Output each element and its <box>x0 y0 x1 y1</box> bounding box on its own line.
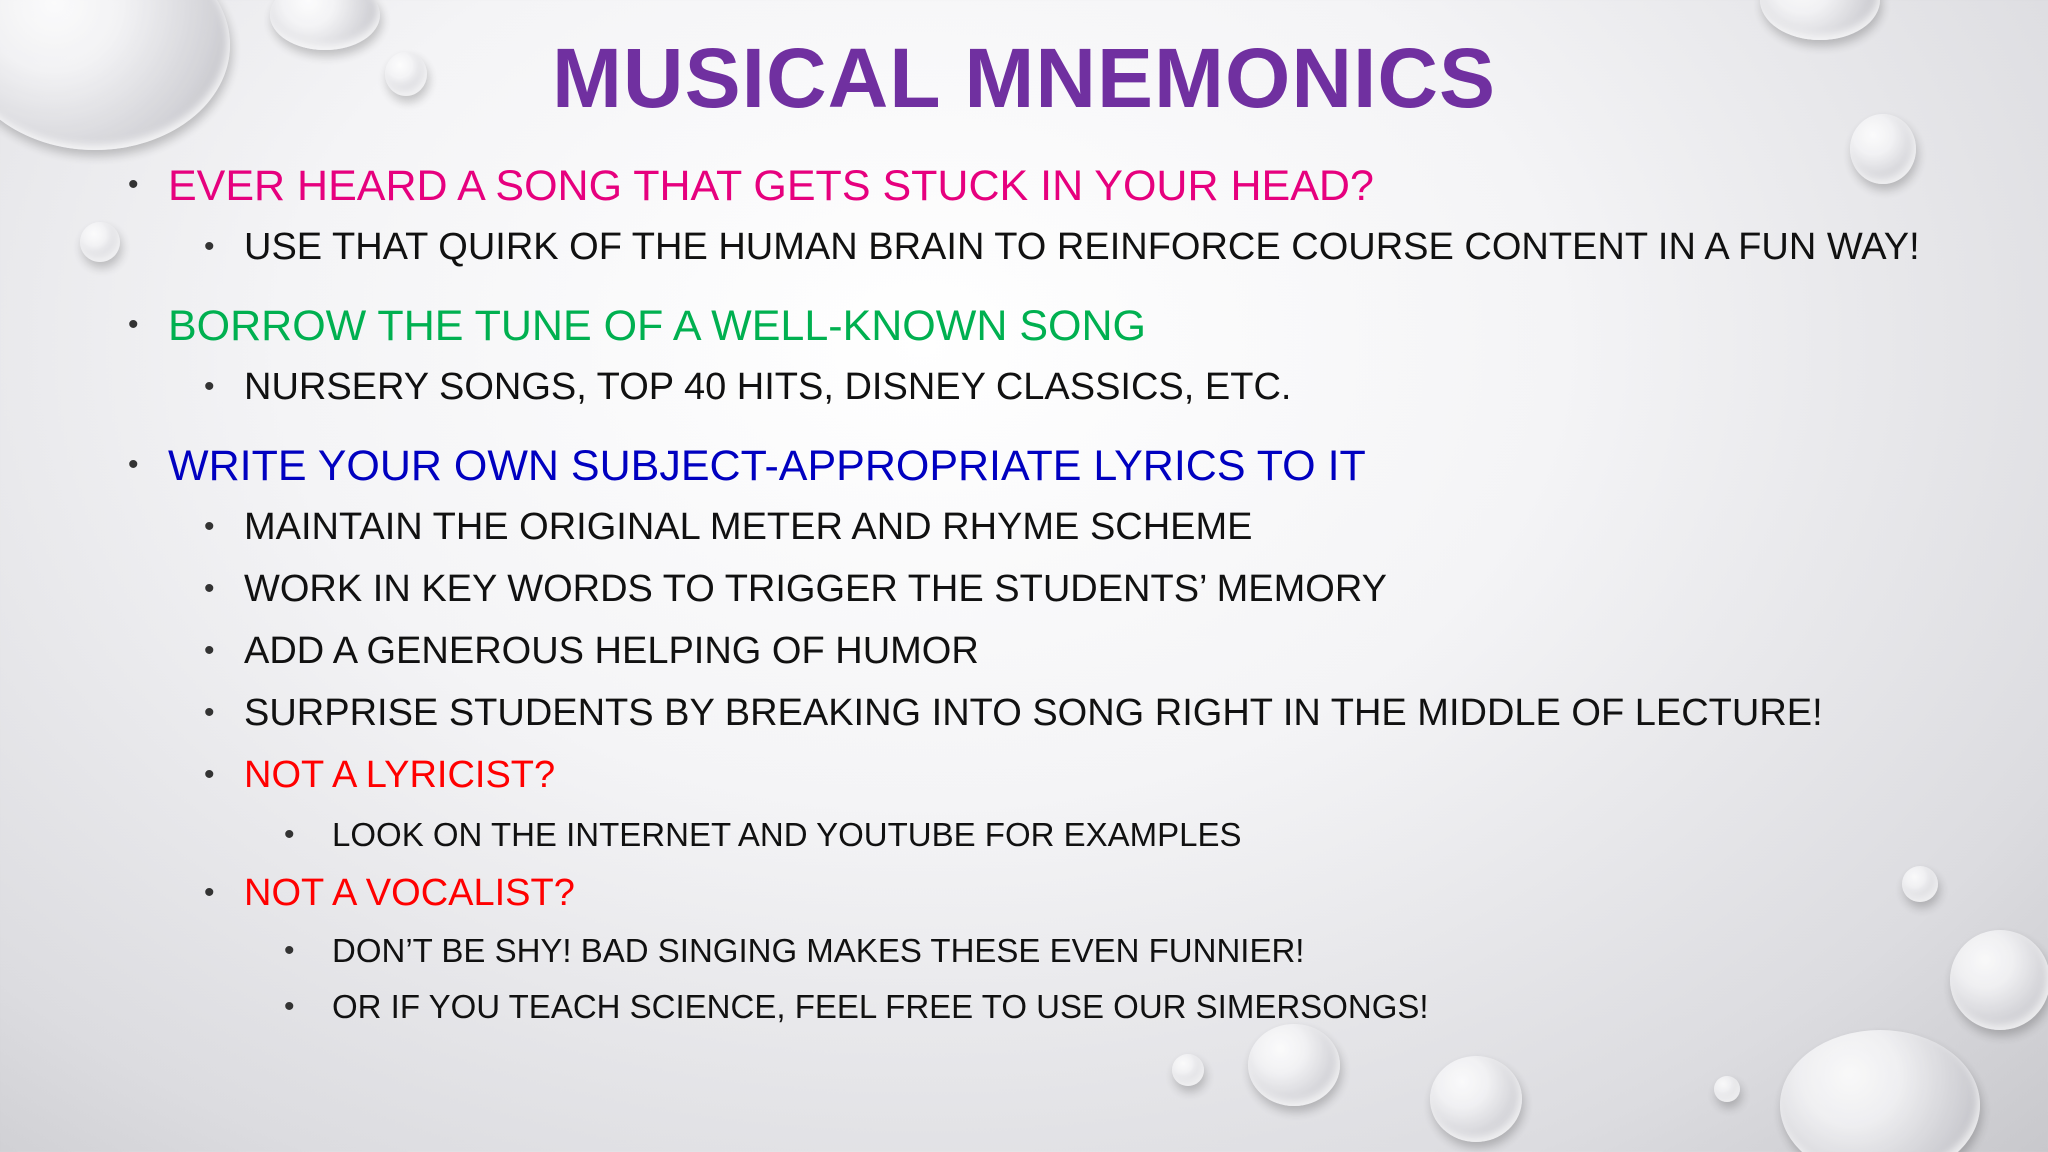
water-drop-decoration <box>1430 1056 1522 1142</box>
bullet-dot: • <box>128 308 139 341</box>
bullet-dot: • <box>284 934 295 967</box>
bullet-dot: • <box>204 634 215 667</box>
water-drop-decoration <box>1902 866 1938 902</box>
bullet-dot: • <box>204 230 215 263</box>
bullet-level-2-text: MAINTAIN THE ORIGINAL METER AND RHYME SCHEME <box>244 506 1253 548</box>
bullet-dot: • <box>284 990 295 1023</box>
bullet-level-2-text: NOT A VOCALIST? <box>244 872 575 914</box>
bullet-dot: • <box>204 876 215 909</box>
bullet-dot: • <box>204 370 215 403</box>
slide-title: MUSICAL MNEMONICS <box>551 31 1497 125</box>
water-drop-decoration <box>80 222 120 262</box>
bullet-dot: • <box>204 758 215 791</box>
bullet-level-2-text: SURPRISE STUDENTS BY BREAKING INTO SONG RIGHT IN THE MIDDLE OF LECTURE! <box>244 692 1823 734</box>
bullet-dot: • <box>204 696 215 729</box>
bullet-dot: • <box>204 572 215 605</box>
bullet-level-2-text: NOT A LYRICIST? <box>244 754 556 796</box>
bullet-level-2-text: NURSERY SONGS, TOP 40 HITS, DISNEY CLASSICS, ETC. <box>244 366 1292 408</box>
bullet-level-1-text: BORROW THE TUNE OF A WELL-KNOWN SONG <box>168 302 1146 350</box>
bullet-level-1-text: WRITE YOUR OWN SUBJECT-APPROPRIATE LYRICS TO IT <box>168 442 1366 490</box>
bullet-level-3-text: OR IF YOU TEACH SCIENCE, FEEL FREE TO USE OUR SIMERSONGS! <box>332 988 1429 1025</box>
bullet-dot: • <box>128 168 139 201</box>
bullet-level-3-text: DON’T BE SHY! BAD SINGING MAKES THESE EVEN FUNNIER! <box>332 932 1305 969</box>
bullet-level-2-text: WORK IN KEY WORDS TO TRIGGER THE STUDENTS’ MEMORY <box>244 568 1387 610</box>
bullet-dot: • <box>284 818 295 851</box>
water-drop-decoration <box>1950 930 2048 1030</box>
bullet-level-1-text: EVER HEARD A SONG THAT GETS STUCK IN YOUR HEAD? <box>168 162 1374 210</box>
bullet-level-2-text: ADD A GENEROUS HELPING OF HUMOR <box>244 630 979 672</box>
bullet-dot: • <box>204 510 215 543</box>
water-drop-decoration <box>1780 1030 1980 1152</box>
water-drop-decoration <box>1714 1076 1740 1102</box>
bullet-level-2-text: USE THAT QUIRK OF THE HUMAN BRAIN TO REINFORCE COURSE CONTENT IN A FUN WAY! <box>244 226 1920 268</box>
bullet-dot: • <box>128 448 139 481</box>
bullet-level-3-text: LOOK ON THE INTERNET AND YOUTUBE FOR EXAMPLES <box>332 816 1242 853</box>
water-drop-decoration <box>1248 1024 1340 1106</box>
water-drop-decoration <box>1172 1054 1204 1086</box>
